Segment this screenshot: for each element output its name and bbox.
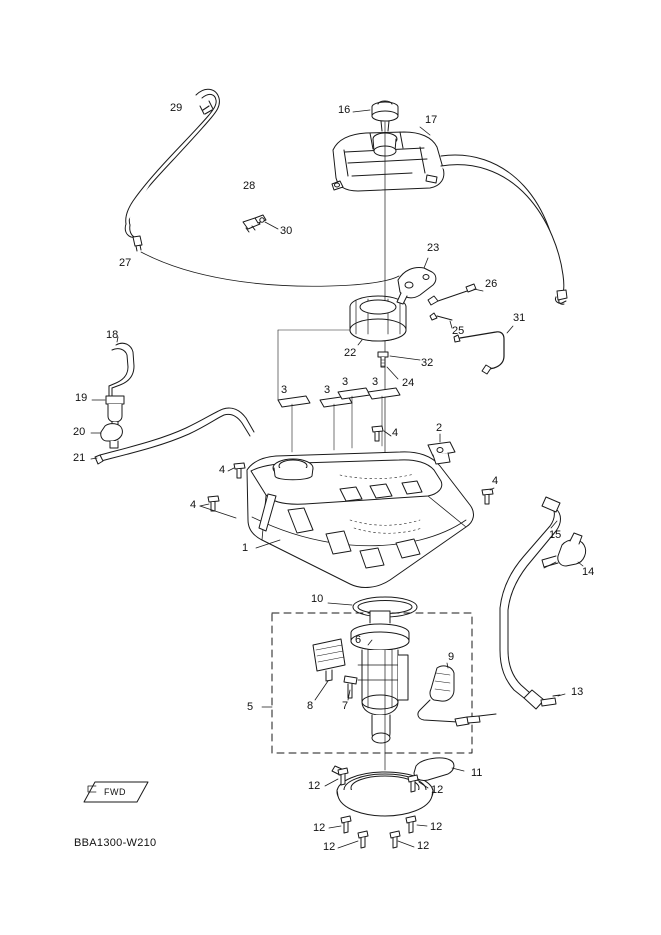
callout-32: 32 [421,357,434,369]
callout-2: 2 [436,422,443,434]
callout-27: 27 [119,257,132,269]
vent-line-long [141,252,399,286]
callout-7: 7 [342,700,349,712]
callout-26: 26 [485,278,498,290]
callout-4-a: 4 [392,427,399,439]
callout-3-c: 3 [342,376,349,388]
bolt-26 [428,284,476,305]
callout-3-a: 3 [281,384,288,396]
pads-3 [278,330,400,452]
callout-17: 17 [425,114,438,126]
callout-12-f: 12 [417,840,430,852]
callout-19: 19 [75,392,88,404]
callout-14: 14 [582,566,595,578]
callout-1: 1 [242,542,249,554]
clip-7 [344,676,357,698]
bolt-32 [378,352,388,367]
callout-25: 25 [452,325,465,337]
bolt-4b [234,463,245,478]
fuel-pump-assembly [351,611,409,743]
callout-3-d: 3 [372,376,379,388]
elbow-20 [101,424,123,448]
filler-housing-17 [332,132,444,191]
bolt-4a [372,426,383,441]
callout-23: 23 [427,242,440,254]
callout-13: 13 [571,686,584,698]
cover-11 [414,758,454,781]
clamp-30 [243,215,266,232]
callout-11: 11 [471,767,483,779]
bolt-4d [200,496,236,518]
callout-10: 10 [311,593,324,605]
callout-12-d: 12 [430,821,443,833]
callout-15: 15 [549,529,562,541]
callout-4-b: 4 [219,464,226,476]
callout-12-b: 12 [431,784,444,796]
callout-3-b: 3 [324,384,331,396]
callout-12-c: 12 [313,822,326,834]
callout-16: 16 [338,104,351,116]
callout-6: 6 [355,634,362,646]
callout-24: 24 [402,377,415,389]
callout-4-d: 4 [190,499,197,511]
sender-9 [418,666,496,726]
filter-8 [313,639,345,681]
callout-4-c: 4 [492,475,499,487]
fuel-pump-22 [350,296,406,341]
rod-31 [454,332,504,374]
callout-30: 30 [280,225,293,237]
fuel-hose-upper-right [441,155,567,304]
callout-31: 31 [513,312,526,324]
callout-22: 22 [344,347,357,359]
callout-20: 20 [73,426,86,438]
callout-8: 8 [307,700,314,712]
hose-18 [109,343,134,398]
callout-21: 21 [73,452,86,464]
callout-9: 9 [448,651,455,663]
callout-28: 28 [243,180,256,192]
bolt-4c [482,489,493,504]
bolt-25 [430,313,452,320]
callout-12-a: 12 [308,780,321,792]
fwd-label: FWD [104,787,126,797]
tank-pump-opening [273,459,313,480]
callout-29: 29 [170,102,183,114]
callout-18: 18 [106,329,119,341]
callout-5: 5 [247,701,254,713]
callout-12-e: 12 [323,841,336,853]
part-code: BBA1300-W210 [74,837,157,849]
